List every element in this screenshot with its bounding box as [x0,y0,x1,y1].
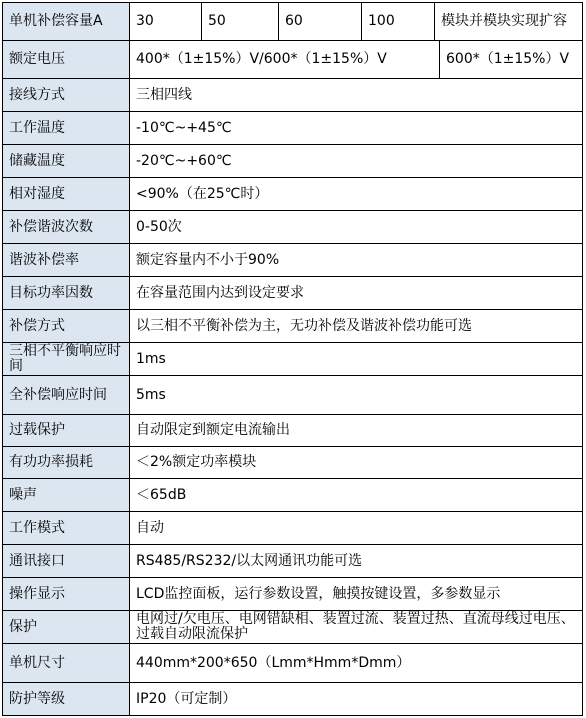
row-value: -10℃~+45℃ [130,112,583,145]
row-label: 补偿方式 [3,310,130,343]
table-row [3,415,583,447]
table-row [3,376,583,415]
table-row [3,578,583,611]
row-value: 三相四线 [130,79,583,112]
table-row [3,79,583,112]
row-value: 自动 [130,512,583,545]
row-value: IP20（可定制） [130,683,583,716]
row-value: RS485/RS232/以太网通讯功能可选 [130,545,583,578]
row-label: 有功功率损耗 [3,447,130,479]
table-row [3,310,583,343]
row-value: 在容量范围内达到设定要求 [130,277,583,310]
row-value: LCD监控面板，运行参数设置，触摸按键设置，多参数显示 [130,578,583,611]
table-row [3,178,583,211]
table-row [3,277,583,310]
table-row [3,244,583,277]
row-value: 额定容量内不小于90% [130,244,583,277]
table-row [3,112,583,145]
row-value: 以三相不平衡补偿为主，无功补偿及谐波补偿功能可选 [130,310,583,343]
spec-table [2,2,583,716]
table-row [3,683,583,716]
row-value: 440mm*200*650（Lmm*Hmm*Dmm） [130,644,583,683]
capacity-30: 30 [130,3,202,41]
table-row [3,644,583,683]
row-label: 工作模式 [3,512,130,545]
table-row [3,343,583,376]
capacity-100: 100 [362,3,435,41]
voltage-value: 400*（1±15%）V/600*（1±15%）V [130,41,440,79]
row-value: 0-50次 [130,211,583,244]
row-label: 接线方式 [3,79,130,112]
row-label: 相对湿度 [3,178,130,211]
row-label: 通讯接口 [3,545,130,578]
table-row [3,512,583,545]
row-label: 目标功率因数 [3,277,130,310]
row-value: 1ms [130,343,583,376]
table-row [3,145,583,178]
table-row [3,447,583,479]
row-value: 自动限定到额定电流输出 [130,415,583,447]
row-label: 储藏温度 [3,145,130,178]
row-value: 5ms [130,376,583,415]
table-row [3,211,583,244]
row-value: -20℃~+60℃ [130,145,583,178]
row-label: 单机尺寸 [3,644,130,683]
row-value: ＜2%额定功率模块 [130,447,583,479]
table-row-voltage [3,41,583,79]
row-label: 三相不平衡响应时间 [3,343,130,376]
capacity-label: 单机补偿容量A [3,3,130,41]
voltage-note: 600*（1±15%）V [440,41,583,79]
table-row [3,545,583,578]
row-label: 全补偿响应时间 [3,376,130,415]
row-value: <90%（在25℃时） [130,178,583,211]
row-label: 噪声 [3,479,130,512]
row-label: 工作温度 [3,112,130,145]
row-label: 操作显示 [3,578,130,611]
row-label: 防护等级 [3,683,130,716]
row-label: 补偿谐波次数 [3,211,130,244]
capacity-50: 50 [202,3,279,41]
voltage-label: 额定电压 [3,41,130,79]
table-row [3,611,583,644]
row-label: 保护 [3,611,130,644]
table-row [3,479,583,512]
capacity-60: 60 [279,3,362,41]
row-label: 谐波补偿率 [3,244,130,277]
capacity-extension-note: 模块并模块实现扩容 [435,3,583,41]
row-value: 电网过/欠电压、电网错缺相、装置过流、装置过热、直流母线过电压、过载自动限流保护 [130,611,583,644]
row-label: 过载保护 [3,415,130,447]
table-row-capacity [3,3,583,41]
row-value: ＜65dB [130,479,583,512]
